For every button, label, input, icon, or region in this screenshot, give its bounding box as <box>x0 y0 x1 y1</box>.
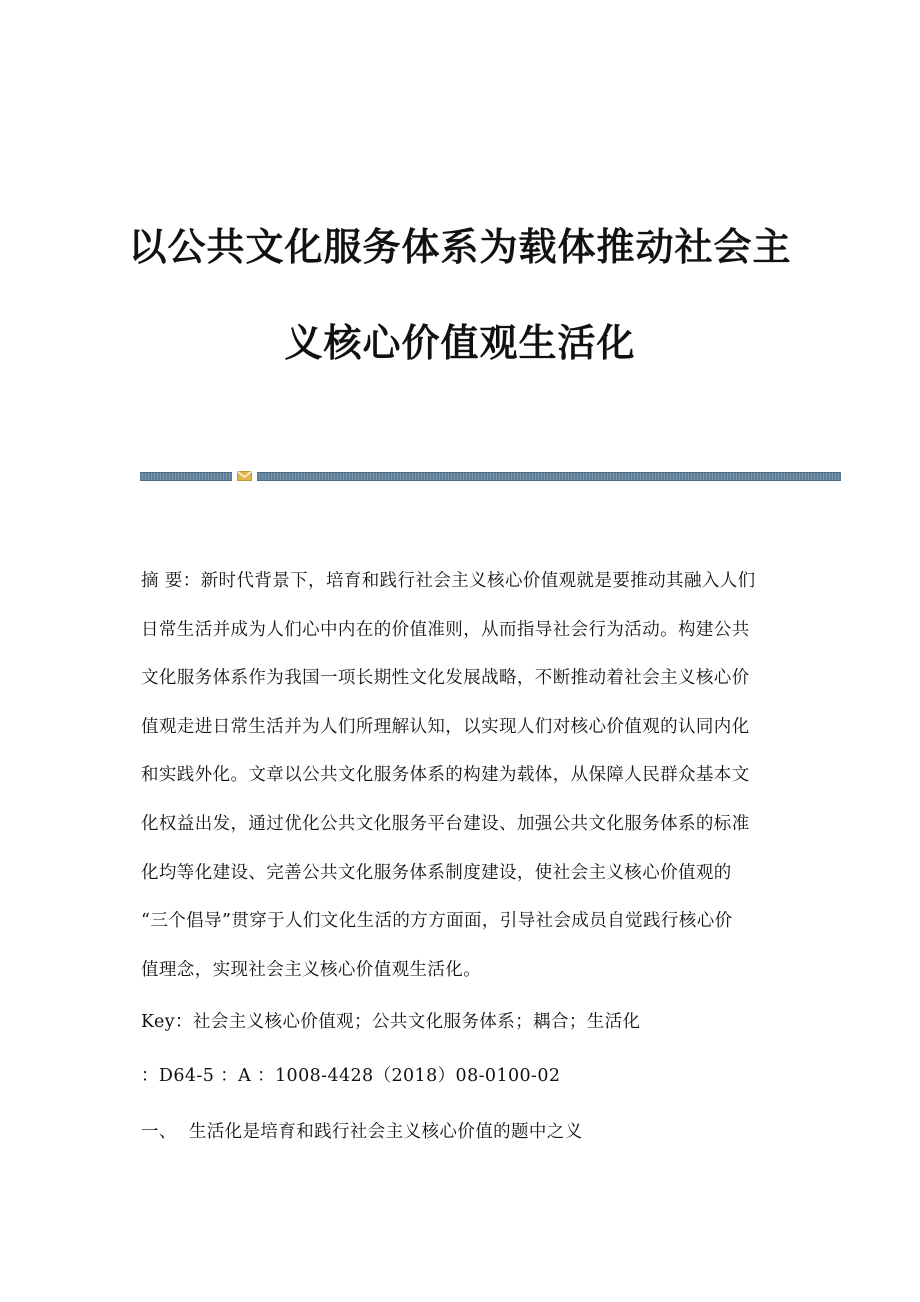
classification-codes: ：D64-5 ：A ：1008-4428（2018）08-0100-02 <box>141 1066 561 1086</box>
abstract-line: 日常生活并成为人们心中内在的价值准则，从而指导社会行为活动。构建公共 <box>141 619 750 640</box>
title-divider <box>140 470 841 480</box>
document-title-line-2: 义核心价值观生活化 <box>284 321 636 365</box>
section-number: 一、 <box>141 1122 177 1142</box>
section-heading <box>141 1108 781 1157</box>
abstract-line: “三个倡导”贯穿于人们文化生活的方方面面，引导社会成员自觉践行核心价 <box>141 911 733 932</box>
abstract-line: 化均等化建设、完善公共文化服务体系制度建设，使社会主义核心价值观的 <box>141 862 732 883</box>
divider-bar-left <box>140 472 232 481</box>
section-title: 生活化是培育和践行社会主义核心价值的题中之义 <box>188 1122 583 1142</box>
envelope-icon <box>237 470 252 482</box>
abstract-line: 和实践外化。文章以公共文化服务体系的构建为载体，从保障人民群众基本文 <box>141 765 750 786</box>
abstract-line: 化权益出发，通过优化公共文化服务平台建设、加强公共文化服务体系的标准 <box>141 813 750 834</box>
abstract <box>141 557 781 994</box>
abstract-line: 值理念，实现社会主义核心价值观生活化。 <box>141 959 482 980</box>
keywords: Key：社会主义核心价值观；公共文化服务体系；耦合；生活化 <box>141 1012 641 1032</box>
divider-bar-right <box>257 472 841 481</box>
abstract-line: 摘 要：新时代背景下，培育和践行社会主义核心价值观就是要推动其融入人们 <box>141 571 756 591</box>
abstract-line: 值观走进日常生活并为人们所理解认知，以实现人们对核心价值观的认同内化 <box>141 716 750 737</box>
document-title-line-1: 以公共文化服务体系为载体推动社会主 <box>128 225 792 269</box>
abstract-line: 文化服务体系作为我国一项长期性文化发展战略，不断推动着社会主义核心价 <box>141 668 750 689</box>
